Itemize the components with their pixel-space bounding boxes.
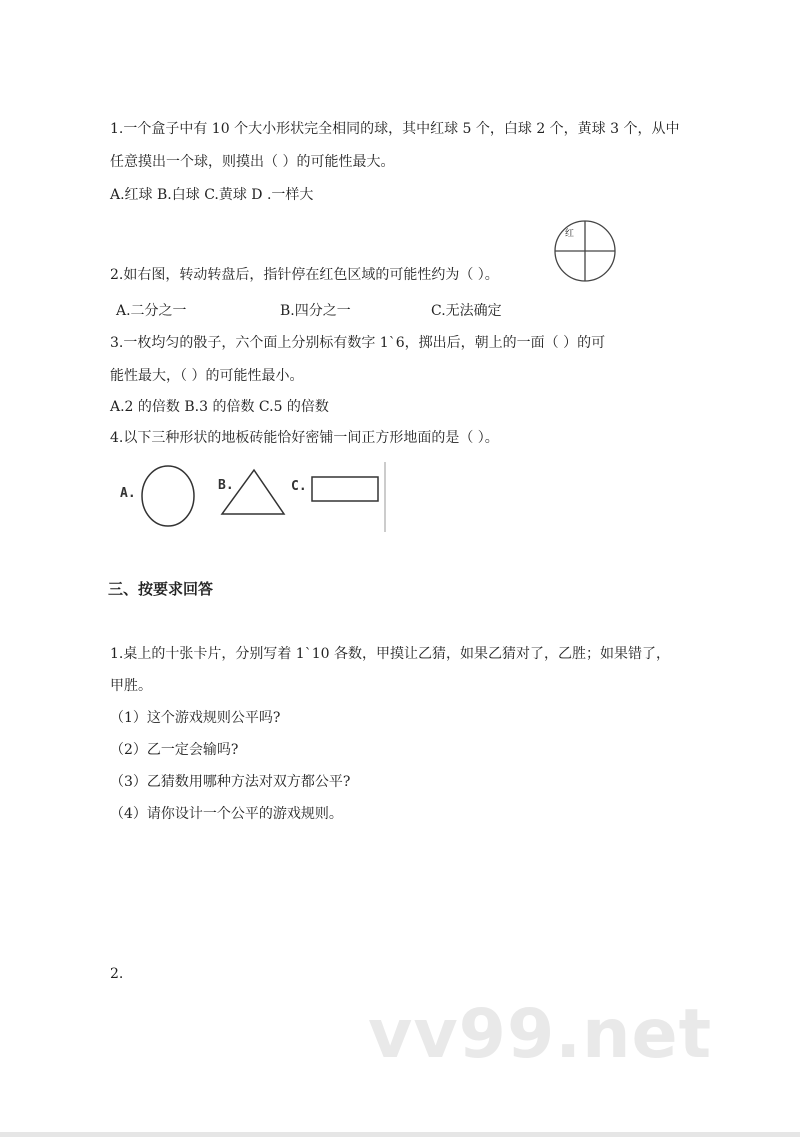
s3-q1-line1: 1.桌上的十张卡片，分别写着 1`10 各数，甲摸让乙猜，如果乙猜对了，乙胜；如果错了， bbox=[110, 646, 670, 662]
q3-line2: 能性最大，（ ）的可能性最小。 bbox=[110, 368, 304, 384]
q2-option-b: B.四分之一 bbox=[280, 303, 351, 319]
shape-label-b: B. bbox=[218, 478, 234, 493]
q2-text: 2.如右图，转动转盘后，指针停在红色区域的可能性约为（ ）。 bbox=[110, 267, 499, 283]
q3-options: A.2 的倍数 B.3 的倍数 C.5 的倍数 bbox=[110, 399, 329, 415]
shape-label-a: A. bbox=[120, 486, 136, 501]
q1-options: A.红球 B.白球 C.黄球 D .一样大 bbox=[110, 187, 314, 203]
spinner-red-label: 红 bbox=[565, 229, 575, 239]
page-bottom-edge bbox=[0, 1132, 800, 1137]
q3-line1: 3.一枚均匀的骰子，六个面上分别标有数字 1`6，掷出后，朝上的一面（ ）的可 bbox=[110, 335, 606, 351]
q4-text: 4.以下三种形状的地板砖能恰好密铺一间正方形地面的是（ ）。 bbox=[110, 430, 499, 446]
watermark: vv99.net bbox=[368, 995, 713, 1074]
triangle-shape bbox=[218, 466, 288, 518]
q2-option-c: C.无法确定 bbox=[431, 303, 502, 319]
s3-q1-sub4: （4）请你设计一个公平的游戏规则。 bbox=[110, 806, 343, 822]
s3-q1-line2: 甲胜。 bbox=[110, 678, 152, 694]
section3-heading: 三、按要求回答 bbox=[108, 580, 214, 598]
q2-option-a: A.二分之一 bbox=[116, 303, 187, 319]
vertical-divider-line bbox=[383, 462, 387, 532]
rectangle-shape bbox=[310, 475, 382, 503]
s3-q1-sub3: （3）乙猜数用哪种方法对双方都公平? bbox=[110, 774, 351, 790]
s3-q1-sub2: （2）乙一定会输吗? bbox=[110, 742, 239, 758]
s3-q1-sub1: （1）这个游戏规则公平吗? bbox=[110, 710, 281, 726]
circle-shape bbox=[140, 463, 198, 529]
q1-line1: 1.一个盒子中有 10 个大小形状完全相同的球，其中红球 5 个，白球 2 个，黄球 3 个，从中 bbox=[110, 121, 680, 137]
spinner-diagram bbox=[550, 216, 620, 286]
shape-label-c: C. bbox=[291, 479, 307, 494]
q1-line2: 任意摸出一个球，则摸出（ ）的可能性最大。 bbox=[110, 154, 395, 170]
s3-q2-number: 2. bbox=[110, 966, 124, 982]
